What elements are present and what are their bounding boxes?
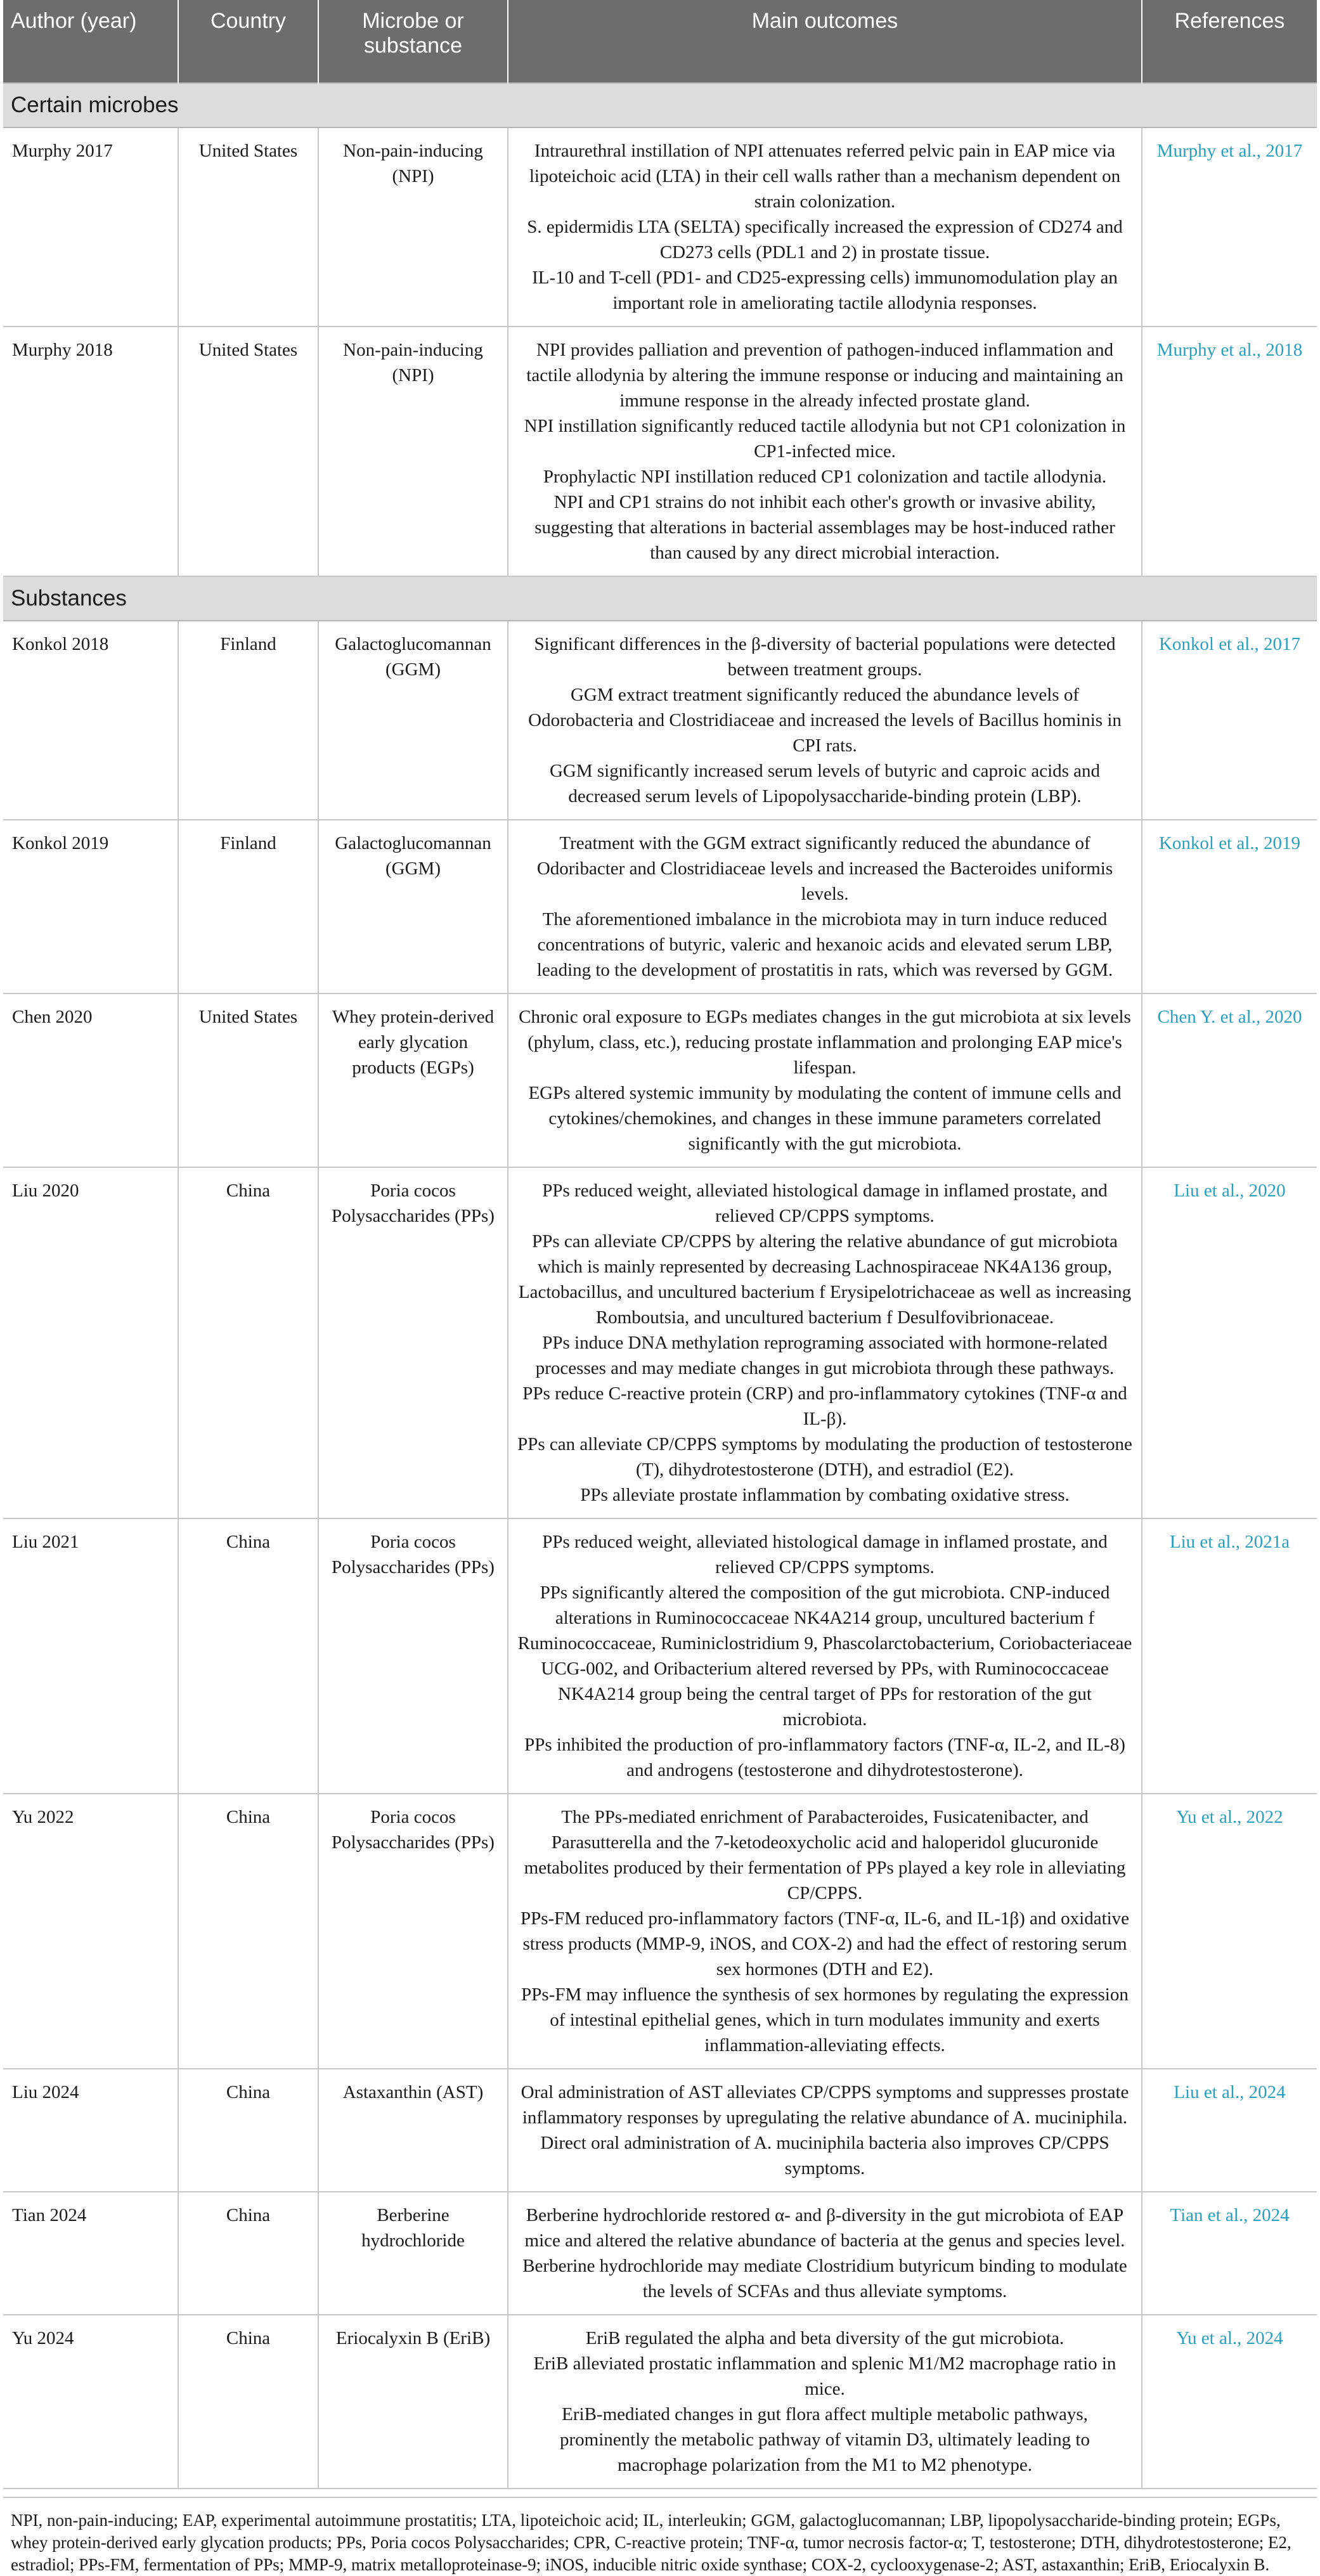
header-references: References xyxy=(1142,0,1317,83)
country-cell: United States xyxy=(178,127,318,327)
document xyxy=(3,0,1317,2576)
country-cell: Finland xyxy=(178,820,318,994)
country-cell: China xyxy=(178,1794,318,2069)
microbe-cell: Poria cocos Polysaccharides (PPs) xyxy=(318,1794,508,2069)
outcome-line: Intraurethral instillation of NPI attenuates referred pelvic pain in EAP mice via lipoteichoic acid (LTA) in their cell walls rather than a mechanism dependent on strain colonization. xyxy=(529,141,1121,212)
reference-cell xyxy=(1142,1167,1317,1518)
author-cell: Yu 2024 xyxy=(3,2315,178,2489)
outcomes-cell xyxy=(508,127,1142,327)
outcome-line: PPs-FM may influence the synthesis of sex hormones by regulating the expression of intestinal epithelial genes, which in turn modulates immunity and exerts inflammation-alleviating effects. xyxy=(521,1984,1129,2055)
outcome-line: PPs can alleviate CP/CPPS by altering the relative abundance of gut microbiota which is mainly represented by decreasing Lachnospiraceae NK4A136 group, Lactobacillus, and uncultured bacterium f Erysipelotrichaceae as well as increasing Romboutsia, and uncultured bacterium f Desulfovibrionaceae. xyxy=(518,1231,1132,1328)
reference-link[interactable]: Murphy et al., 2017 xyxy=(1156,141,1303,161)
microbe-cell: Poria cocos Polysaccharides (PPs) xyxy=(318,1167,508,1518)
outcome-line: Direct oral administration of A. muciniphila bacteria also improves CP/CPPS symptoms. xyxy=(540,2133,1110,2178)
outcome-line: Berberine hydrochloride may mediate Clostridium butyricum binding to modulate the levels of SCFAs and thus alleviate symptoms. xyxy=(522,2256,1127,2301)
reference-cell xyxy=(1142,820,1317,994)
outcome-line: EriB alleviated prostatic inflammation and splenic M1/M2 macrophage ratio in mice. xyxy=(533,2353,1116,2399)
outcome-line: Chronic oral exposure to EGPs mediates changes in the gut microbiota at six levels (phylum, class, etc.), reducing prostate inflammation and prolonging EAP mice's lifespan. xyxy=(519,1007,1131,1078)
reference-cell xyxy=(1142,2192,1317,2315)
outcome-line: The PPs-mediated enrichment of Parabacteroides, Fusicatenibacter, and Parasutterella and the 7-ketodeoxycholic acid and haloperidol glucuronide metabolites produced by their fermentation of PPs played a key role in alleviating CP/CPPS. xyxy=(524,1807,1126,1903)
author-cell: Murphy 2017 xyxy=(3,127,178,327)
outcome-line: PPs reduced weight, alleviated histological damage in inflamed prostate, and relieved CP/CPPS symptoms. xyxy=(542,1532,1108,1577)
reference-cell xyxy=(1142,994,1317,1167)
header-author: Author (year) xyxy=(3,0,178,83)
microbe-cell: Astaxanthin (AST) xyxy=(318,2069,508,2192)
table-footnote: NPI, non-pain-inducing; EAP, experimental autoimmune prostatitis; LTA, lipoteichoic acid; IL, interleukin; GGM, galactoglucomannan; LBP, lipopolysaccharide-binding protein; EGPs, whey protein-derived early glycation products; PPs, Poria cocos Polysaccharides; CPR, C-reactive protein; TNF-α, tumor necrosis factor-α; T, testosterone; DTH, dihydrotestosterone; E2, estradiol; PPs-FM, fermentation of PPs; MMP-9, matrix metalloproteinase-9; iNOS, inducible nitric oxide synthase; COX-2, cyclooxygenase-2; AST, astaxanthin; EriB, Eriocalyxin B. xyxy=(3,2497,1317,2576)
outcomes-cell xyxy=(508,2315,1142,2489)
reference-cell xyxy=(1142,327,1317,576)
author-cell: Liu 2024 xyxy=(3,2069,178,2192)
country-cell: China xyxy=(178,2069,318,2192)
outcome-line: Treatment with the GGM extract significantly reduced the abundance of Odoribacter and Clostridiaceae levels and increased the Bacteroides uniformis levels. xyxy=(536,833,1113,904)
section-row xyxy=(3,83,1317,127)
outcomes-cell xyxy=(508,994,1142,1167)
table-row xyxy=(3,2315,1317,2489)
header-outcomes: Main outcomes xyxy=(508,0,1142,83)
table-row xyxy=(3,621,1317,820)
reference-link[interactable]: Liu et al., 2024 xyxy=(1174,2082,1286,2102)
reference-cell xyxy=(1142,621,1317,820)
reference-link[interactable]: Yu et al., 2022 xyxy=(1176,1807,1283,1827)
microbe-cell: Non-pain-inducing (NPI) xyxy=(318,327,508,576)
outcome-line: NPI instillation significantly reduced tactile allodynia but not CP1 colonization in CP1-infected mice. xyxy=(524,416,1126,462)
outcome-line: EriB regulated the alpha and beta diversity of the gut microbiota. xyxy=(585,2328,1064,2348)
outcomes-cell xyxy=(508,1794,1142,2069)
table-row xyxy=(3,1167,1317,1518)
header-country: Country xyxy=(178,0,318,83)
header-microbe: Microbe or substance xyxy=(318,0,508,83)
outcome-line: GGM extract treatment significantly reduced the abundance levels of Odorobacteria and Clostridiaceae and increased the levels of Bacillus hominis in CPI rats. xyxy=(528,685,1122,756)
reference-link[interactable]: Yu et al., 2024 xyxy=(1176,2328,1283,2348)
reference-link[interactable]: Tian et al., 2024 xyxy=(1170,2205,1290,2225)
outcome-line: PPs can alleviate CP/CPPS symptoms by modulating the production of testosterone (T), dihydrotestosterone (DTH), and estradiol (E2). xyxy=(517,1434,1132,1480)
reference-cell xyxy=(1142,2315,1317,2489)
reference-cell xyxy=(1142,1794,1317,2069)
reference-link[interactable]: Liu et al., 2021a xyxy=(1169,1532,1290,1552)
outcomes-cell xyxy=(508,2069,1142,2192)
reference-link[interactable]: Liu et al., 2020 xyxy=(1174,1181,1286,1201)
outcome-line: Significant differences in the β-diversity of bacterial populations were detected between treatment groups. xyxy=(534,634,1116,680)
section-title: Substances xyxy=(3,576,1317,621)
author-cell: Konkol 2018 xyxy=(3,621,178,820)
table-row xyxy=(3,327,1317,576)
outcome-line: PPs alleviate prostate inflammation by combating oxidative stress. xyxy=(580,1485,1070,1505)
author-cell: Yu 2022 xyxy=(3,1794,178,2069)
reference-link[interactable]: Konkol et al., 2017 xyxy=(1158,634,1301,654)
author-cell: Tian 2024 xyxy=(3,2192,178,2315)
section-title: Certain microbes xyxy=(3,83,1317,127)
country-cell: United States xyxy=(178,994,318,1167)
outcome-line: GGM significantly increased serum levels of butyric and caproic acids and decreased serum levels of Lipopolysaccharide-binding protein (LBP). xyxy=(549,761,1101,806)
outcome-line: PPs inhibited the production of pro-inflammatory factors (TNF-α, IL-2, and IL-8) and androgens (testosterone and dihydrotestosterone). xyxy=(524,1735,1125,1780)
reference-cell xyxy=(1142,1518,1317,1794)
country-cell: China xyxy=(178,2315,318,2489)
country-cell: China xyxy=(178,2192,318,2315)
reference-link[interactable]: Murphy et al., 2018 xyxy=(1156,340,1303,360)
country-cell: China xyxy=(178,1167,318,1518)
outcome-line: IL-10 and T-cell (PD1- and CD25-expressing cells) immunomodulation play an important role in ameliorating tactile allodynia responses. xyxy=(532,268,1118,313)
reference-link[interactable]: Chen Y. et al., 2020 xyxy=(1157,1007,1302,1027)
author-cell: Liu 2021 xyxy=(3,1518,178,1794)
outcomes-cell xyxy=(508,327,1142,576)
microbe-cell: Galactoglucomannan (GGM) xyxy=(318,820,508,994)
table-row xyxy=(3,127,1317,327)
outcomes-cell xyxy=(508,1167,1142,1518)
author-cell: Murphy 2018 xyxy=(3,327,178,576)
country-cell: China xyxy=(178,1518,318,1794)
outcome-line: PPs-FM reduced pro-inflammatory factors (TNF-α, IL-6, and IL-1β) and oxidative stress products (MMP-9, iNOS, and COX-2) and had the effect of restoring serum sex hormones (DTH and E2). xyxy=(520,1908,1130,1979)
outcomes-cell xyxy=(508,1518,1142,1794)
microbe-cell: Poria cocos Polysaccharides (PPs) xyxy=(318,1518,508,1794)
table-row xyxy=(3,2069,1317,2192)
country-cell: Finland xyxy=(178,621,318,820)
outcome-line: The aforementioned imbalance in the microbiota may in turn induce reduced concentrations of butyric, valeric and hexanoic acids and elevated serum LBP, leading to the development of prostatitis in rats, which was reversed by GGM. xyxy=(536,909,1113,980)
outcomes-cell xyxy=(508,820,1142,994)
outcome-line: PPs reduced weight, alleviated histological damage in inflamed prostate, and relieved CP/CPPS symptoms. xyxy=(542,1181,1108,1226)
outcome-line: EGPs altered systemic immunity by modulating the content of immune cells and cytokines/chemokines, and changes in these immune parameters correlated significantly with the gut microbiota. xyxy=(528,1083,1122,1154)
outcome-line: Berberine hydrochloride restored α- and β-diversity in the gut microbiota of EAP mice and altered the relative abundance of bacteria at the genus and species level. xyxy=(524,2205,1125,2251)
outcome-line: EriB-mediated changes in gut flora affect multiple metabolic pathways, prominently the metabolic pathway of vitamin D3, ultimately leading to macrophage polarization from the M1 to M2 phenotype. xyxy=(560,2404,1090,2475)
reference-link[interactable]: Konkol et al., 2019 xyxy=(1158,833,1301,853)
outcomes-cell xyxy=(508,621,1142,820)
table-row xyxy=(3,820,1317,994)
table-row xyxy=(3,994,1317,1167)
outcome-line: S. epidermidis LTA (SELTA) specifically increased the expression of CD274 and CD273 cells (PDL1 and 2) in prostate tissue. xyxy=(527,217,1123,262)
table-row xyxy=(3,2192,1317,2315)
outcome-line: PPs induce DNA methylation reprograming associated with hormone-related processes and may mediate changes in gut microbiota through these pathways. xyxy=(535,1333,1115,1378)
studies-table xyxy=(3,0,1317,2489)
outcomes-cell xyxy=(508,2192,1142,2315)
outcome-line: Prophylactic NPI instillation reduced CP1 colonization and tactile allodynia. xyxy=(543,467,1107,487)
table-row xyxy=(3,1518,1317,1794)
author-cell: Chen 2020 xyxy=(3,994,178,1167)
author-cell: Liu 2020 xyxy=(3,1167,178,1518)
microbe-cell: Galactoglucomannan (GGM) xyxy=(318,621,508,820)
outcome-line: NPI provides palliation and prevention of pathogen-induced inflammation and tactile allodynia by altering the immune response or inducing and maintaining an immune response in the already infected prostate gland. xyxy=(526,340,1123,411)
microbe-cell: Non-pain-inducing (NPI) xyxy=(318,127,508,327)
outcome-line: Oral administration of AST alleviates CP/CPPS symptoms and suppresses prostate inflammatory responses by upregulating the relative abundance of A. muciniphila. xyxy=(521,2082,1129,2128)
table-row xyxy=(3,1794,1317,2069)
microbe-cell: Berberine hydrochloride xyxy=(318,2192,508,2315)
reference-cell xyxy=(1142,2069,1317,2192)
reference-cell xyxy=(1142,127,1317,327)
outcome-line: PPs significantly altered the composition of the gut microbiota. CNP-induced alterations in Ruminococcaceae NK4A214 group, uncultured bacterium f Ruminococcaceae, Ruminiclostridium 9, Phascolarctobacterium, Coriobacteriaceae UCG-002, and Oribacterium altered reversed by PPs, with Ruminococcaceae NK4A214 group being the central target of PPs for restoration of the gut microbiota. xyxy=(517,1582,1132,1730)
author-cell: Konkol 2019 xyxy=(3,820,178,994)
microbe-cell: Whey protein-derived early glycation products (EGPs) xyxy=(318,994,508,1167)
header-row xyxy=(3,0,1317,83)
outcome-line: NPI and CP1 strains do not inhibit each other's growth or invasive ability, suggesting that alterations in bacterial assemblages may be host-induced rather than caused by any direct microbial interaction. xyxy=(534,492,1115,563)
outcome-line: PPs reduce C-reactive protein (CRP) and pro-inflammatory cytokines (TNF-α and IL-β). xyxy=(522,1383,1127,1429)
country-cell: United States xyxy=(178,327,318,576)
section-row xyxy=(3,576,1317,621)
microbe-cell: Eriocalyxin B (EriB) xyxy=(318,2315,508,2489)
